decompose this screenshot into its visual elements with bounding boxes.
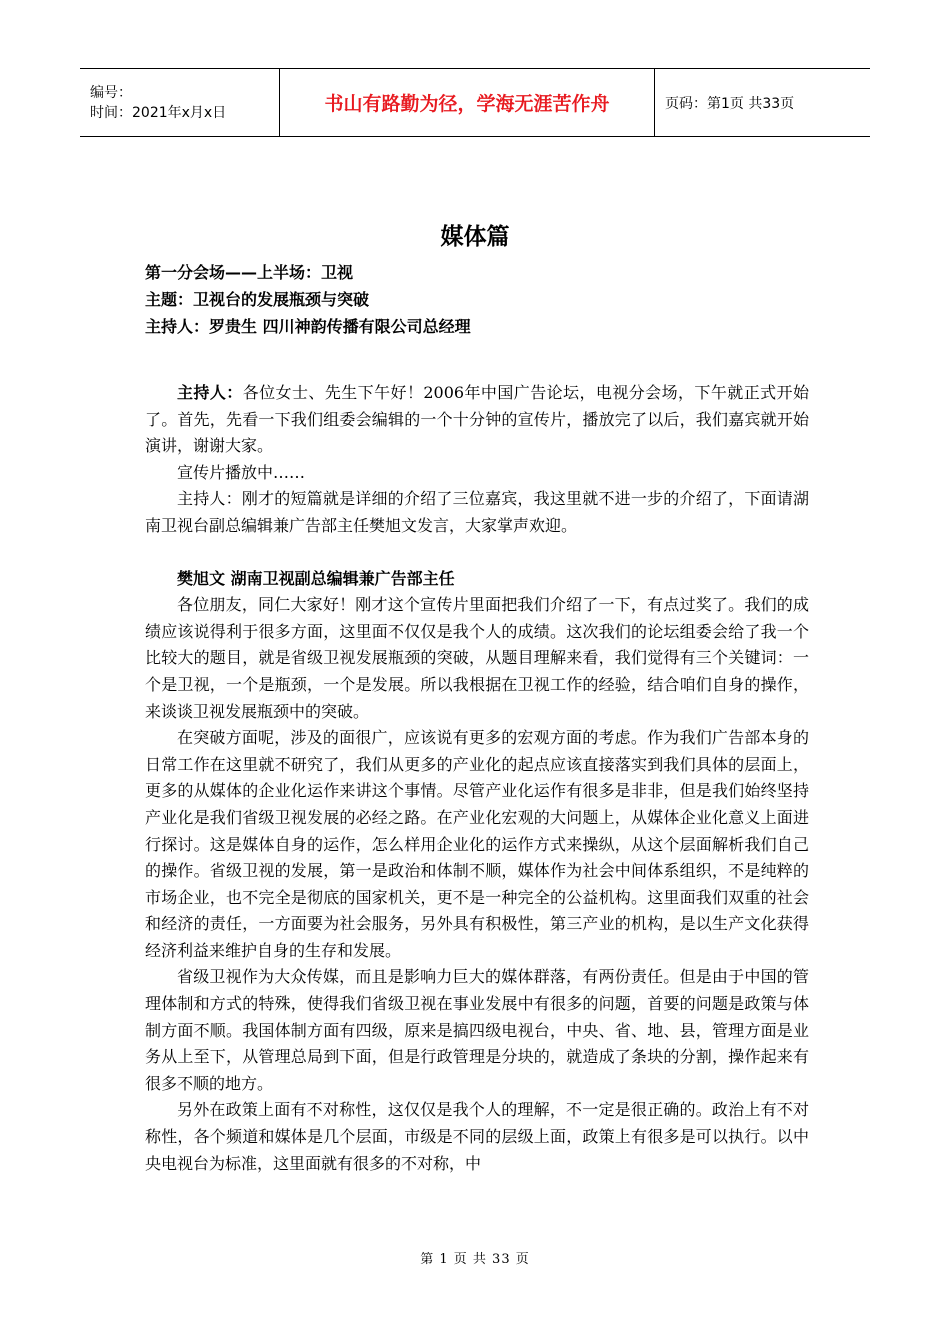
paragraph-host-intro: 主持人：刚才的短篇就是详细的介绍了三位嘉宾，我这里就不进一步的介绍了，下面请湖南卫视台副总编辑兼广告部主任樊旭文发言，大家掌声欢迎。: [145, 489, 809, 535]
document-time-label: 时间：2021年x月x日: [90, 104, 227, 121]
paragraph-speech-1: 各位朋友，同仁大家好！刚才这个宣传片里面把我们介绍了一下，有点过奖了。我们的成绩应该说得利于很多方面，这里面不仅仅是我个人的成绩。这次我们的论坛组委会给了我一个比较大的题目，就是省级卫视发展瓶颈的突破，从题目理解来看，我们觉得有三个关键词：一个是卫视，一个是瓶颈，一个是发展。所以我根据在卫视工作的经验，结合咱们自身的操作，来谈谈卫视发展瓶颈中的突破。: [145, 595, 809, 721]
host-opening-text: 各位女士、先生下午好！2006年中国广告论坛，电视分会场，下午就正式开始了。首先，先看一下我们组委会编辑的一个十分钟的宣传片，播放完了以后，我们嘉宾就开始演讲，谢谢大家。: [145, 383, 809, 456]
header-left-cell: [80, 69, 280, 136]
speaker-heading: 樊旭文 湖南卫视副总编辑兼广告部主任: [177, 568, 455, 588]
page-footer: 第 1 页 共 33 页: [420, 1252, 530, 1267]
paragraph-speech-3: 省级卫视作为大众传媒，而且是影响力巨大的媒体群落，有两份责任。但是由于中国的管理体制和方式的特殊，使得我们省级卫视在事业发展中有很多的问题，首要的问题是政策与体制方面不顺。我国体制方面有四级，原来是搞四级电视台，中央、省、地、县，管理方面是业务从上至下，从管理总局到下面，但是行政管理是分块的，就造成了条块的分割，操作起来有很多不顺的地方。: [145, 967, 809, 1093]
header-motto: 书山有路勤为径，学海无涯苦作舟: [324, 93, 610, 115]
page-title: 媒体篇: [440, 224, 510, 250]
host-line: 主持人：罗贵生 四川神韵传播有限公司总经理: [145, 317, 471, 336]
theme-line: 主题：卫视台的发展瓶颈与突破: [145, 290, 370, 309]
host-label: 主持人：: [177, 383, 243, 402]
header-right-cell: [655, 69, 870, 136]
header-table: [80, 68, 870, 137]
header-motto-cell: [280, 69, 655, 136]
paragraph-video-playing: 宣传片播放中……: [177, 462, 306, 482]
session-line: 第一分会场——上半场：卫视: [145, 263, 354, 282]
document-body: [145, 380, 809, 1177]
paragraph-speech-4: 另外在政策上面有不对称性，这仅仅是我个人的理解，不一定是很正确的。政治上有不对称性，各个频道和媒体是几个层面，市级是不同的层级上面，政策上有很多是可以执行。以中央电视台为标准，这里面就有很多的不对称，中: [145, 1100, 809, 1173]
session-meta: [145, 259, 471, 340]
paragraph-speech-2: 在突破方面呢，涉及的面很广，应该说有更多的宏观方面的考虑。作为我们广告部本身的日常工作在这里就不研究了，我们从更多的产业化的起点应该直接落实到我们具体的层面上，更多的从媒体的企业化运作来讲这个事情。尽管产业化运作有很多是非非，但是我们始终坚持产业化是我们省级卫视发展的必经之路。在产业化宏观的大问题上，从媒体企业化意义上面进行探讨。这是媒体自身的运作，怎么样用企业化的运作方式来操纵，从这个层面解析我们自己的操作。省级卫视的发展，第一是政治和体制不顺，媒体作为社会中间体系组织，不是纯粹的市场企业，也不完全是彻底的国家机关，更不是一种完全的公益机构。这里面我们双重的社会和经济的责任，一方面要为社会服务，另外具有积极性，第三产业的机构，是以生产文化获得经济利益来维护自身的生存和发展。: [145, 728, 809, 960]
paragraph-host-opening: [145, 380, 809, 460]
header-page-info: 页码：第1页 共33页: [665, 95, 795, 112]
document-number-label: 编号：: [90, 84, 132, 101]
